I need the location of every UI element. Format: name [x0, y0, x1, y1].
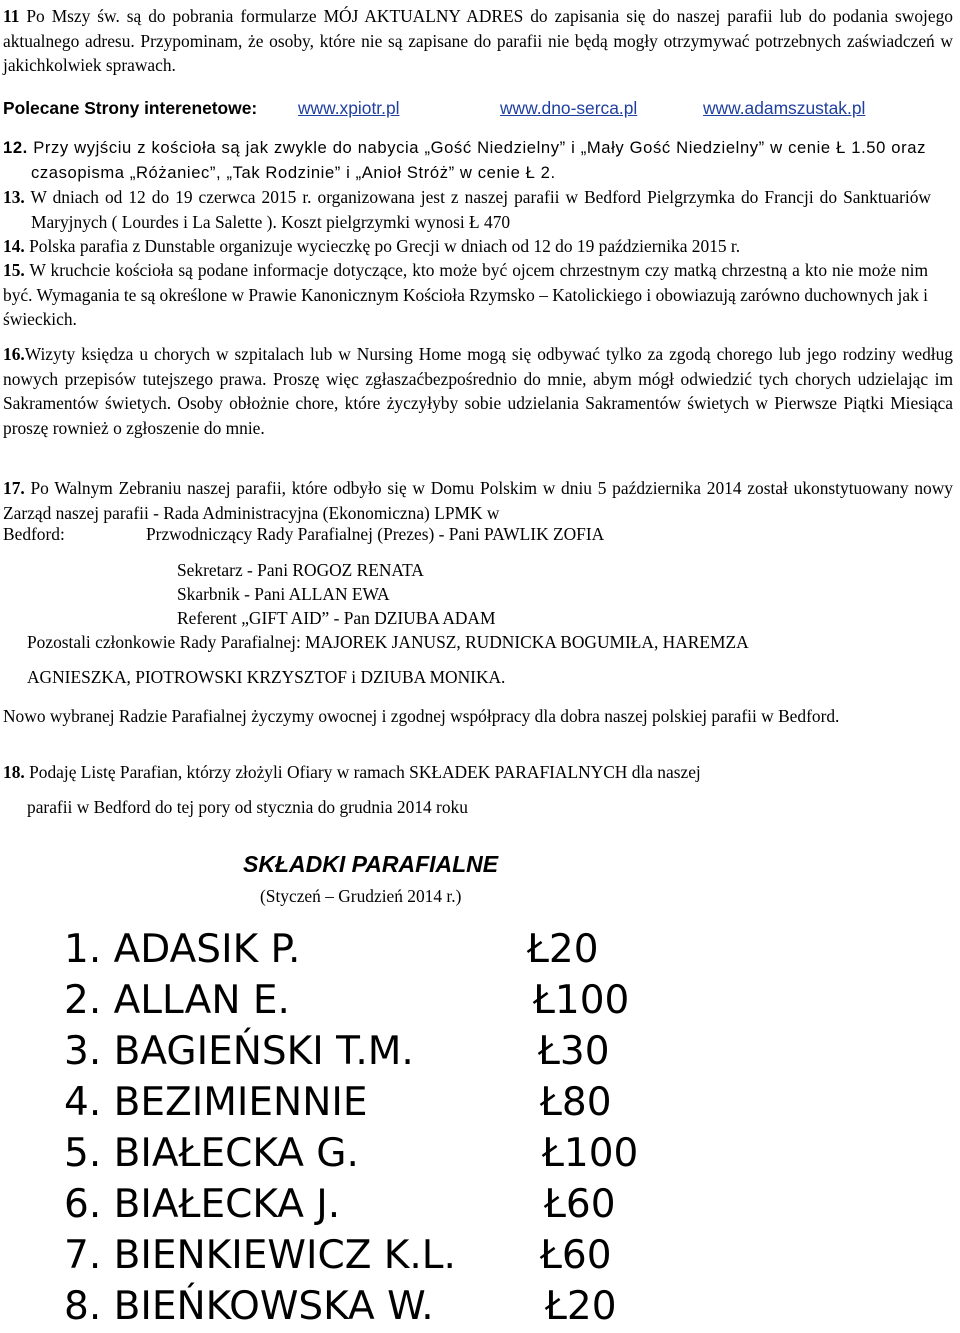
- item-15: [3, 258, 928, 332]
- item-text: W dniach od 12 do 19 czerwca 2015 r. organizowana jest z naszej parafii w Bedford Pielgrzymka do Francji do Sanktuariów Maryjnych ( Lourdes i La Salette ). Koszt pielgrzymki wynosi Ł 470: [30, 187, 931, 232]
- donor-name: 6. BIAŁECKA J.: [64, 1182, 341, 1227]
- council-secretary: Sekretarz - Pani ROGOZ RENATA: [177, 560, 424, 580]
- council-treasurer: Skarbnik - Pani ALLAN EWA: [177, 584, 390, 604]
- donor-name: 7. BIENKIEWICZ K.L.: [64, 1233, 456, 1278]
- donor-amount: Ł60: [540, 1233, 612, 1278]
- item-text: Polska parafia z Dunstable organizuje wycieczkę po Grecji w dniach od 12 do 19 października 2015 r.: [29, 236, 741, 256]
- donor-amount: Ł20: [527, 927, 599, 972]
- donor-amount: Ł80: [540, 1080, 612, 1125]
- donor-amount: Ł100: [533, 978, 630, 1023]
- council-members-1: Pozostali członkowie Rady Parafialnej: MAJOREK JANUSZ, RUDNICKA BOGUMIŁA, HAREMZA: [27, 632, 749, 652]
- donor-name: 2. ALLAN E.: [64, 978, 290, 1023]
- item-text: Po Mszy św. są do pobrania formularze MÓJ AKTUALNY ADRES do zapisania się do naszej parafii lub do podania swojego aktualnego adresu. Przypominam, że osoby, które nie są zapisane do parafii nie będą mogły otrzymywać potrzebnych zaświadczeń w jakichkolwiek sprawach.: [3, 6, 953, 75]
- item-18-line1: [3, 762, 923, 783]
- item-number: 18.: [3, 762, 25, 782]
- donor-amount: Ł60: [544, 1182, 616, 1227]
- council-members-2: AGNIESZKA, PIOTROWSKI KRZYSZTOF i DZIUBA MONIKA.: [27, 667, 506, 687]
- links-label: Polecane Strony interenetowe:: [3, 98, 258, 118]
- item-text: Podaję Listę Parafian, którzy złożyli Ofiary w ramach SKŁADEK PARAFIALNYCH dla naszej: [29, 762, 701, 782]
- donor-amount: Ł20: [545, 1284, 617, 1329]
- item-number: 17.: [3, 478, 25, 498]
- donor-name: 5. BIAŁECKA G.: [64, 1131, 359, 1176]
- item-text: Wizyty księdza u chorych w szpitalach lub w Nursing Home mogą się odbywać tylko za zgodą chorego lub jego rodziny według nowych przepisów tutejszego prawa. Proszę więc zgłaszaćbezpośrednio do mnie, abym mógł odwiedzić tych chorych udzielając im Sakramentów świetych. Osoby obłożnie chore, które życzyłyby sobie udzielania Sakramentów świetych w Pierwsze Piątki Miesiąca proszę rownież o zgłoszenie do mnie.: [3, 344, 953, 438]
- item-number: 12.: [3, 138, 28, 157]
- council-chair: Przwodniczący Rady Parafialnej (Prezes) - Pani PAWLIK ZOFIA: [146, 524, 605, 544]
- section-title: SKŁADKI PARAFIALNE: [243, 851, 499, 877]
- donor-name: 3. BAGIEŃSKI T.M.: [64, 1029, 414, 1074]
- item-11: [3, 4, 953, 78]
- item-16: [3, 342, 953, 440]
- donor-name: 1. ADASIK P.: [64, 927, 301, 972]
- council-referent: Referent „GIFT AID” - Pan DZIUBA ADAM: [177, 608, 496, 628]
- item-number: 15.: [3, 260, 25, 280]
- donor-name: 4. BEZIMIENNIE: [64, 1080, 368, 1125]
- council-place: Bedford:: [3, 524, 65, 544]
- link-xpiotr[interactable]: www.xpiotr.pl: [298, 98, 400, 118]
- donor-name: 8. BIEŃKOWSKA W.: [64, 1284, 434, 1329]
- item-number: 14.: [3, 236, 25, 256]
- item-text: Po Walnym Zebraniu naszej parafii, które odbyło się w Domu Polskim w dniu 5 października 2014 został ukonstytuowany nowy Zarząd naszej parafii - Rada Administracyjna (Ekonomiczna) LPMK w: [3, 478, 953, 523]
- item-12: [3, 136, 926, 185]
- link-dno-serca[interactable]: www.dno-serca.pl: [500, 98, 638, 118]
- item-13: [3, 185, 931, 234]
- council-wish: Nowo wybranej Radzie Parafialnej życzymy owocnej i zgodnej współpracy dla dobra naszej polskiej parafii w Bedford.: [3, 706, 840, 726]
- donor-amount: Ł30: [538, 1029, 610, 1074]
- section-subtitle: (Styczeń – Grudzień 2014 r.): [260, 886, 462, 906]
- link-adamszustak[interactable]: www.adamszustak.pl: [703, 98, 866, 118]
- item-18-line2: parafii w Bedford do tej pory od stycznia do grudnia 2014 roku: [27, 797, 468, 817]
- donor-amount: Ł100: [542, 1131, 639, 1176]
- item-number: 16.: [3, 344, 25, 364]
- item-text: W kruchcie kościoła są podane informacje dotyczące, kto może być ojcem chrzestnym czy matką chrzestną a kto nie może nim być. Wymagania te są określone w Prawie Kanonicznym Kościoła Rzymsko – Katolickiego i obowiazują zarówno duchownych jak i świeckich.: [3, 260, 928, 329]
- item-14: [3, 234, 953, 259]
- item-text: Przy wyjściu z kościoła są jak zwykle do nabycia „Gość Niedzielny” i „Mały Gość Niedzielny” w cenie Ł 1.50 oraz czasopisma „Różaniec”, „Tak Rodzinie” i „Anioł Stróż” w cenie Ł 2.: [31, 138, 926, 182]
- item-17: [3, 476, 953, 525]
- item-number: 11: [3, 6, 20, 26]
- item-number: 13.: [3, 187, 25, 207]
